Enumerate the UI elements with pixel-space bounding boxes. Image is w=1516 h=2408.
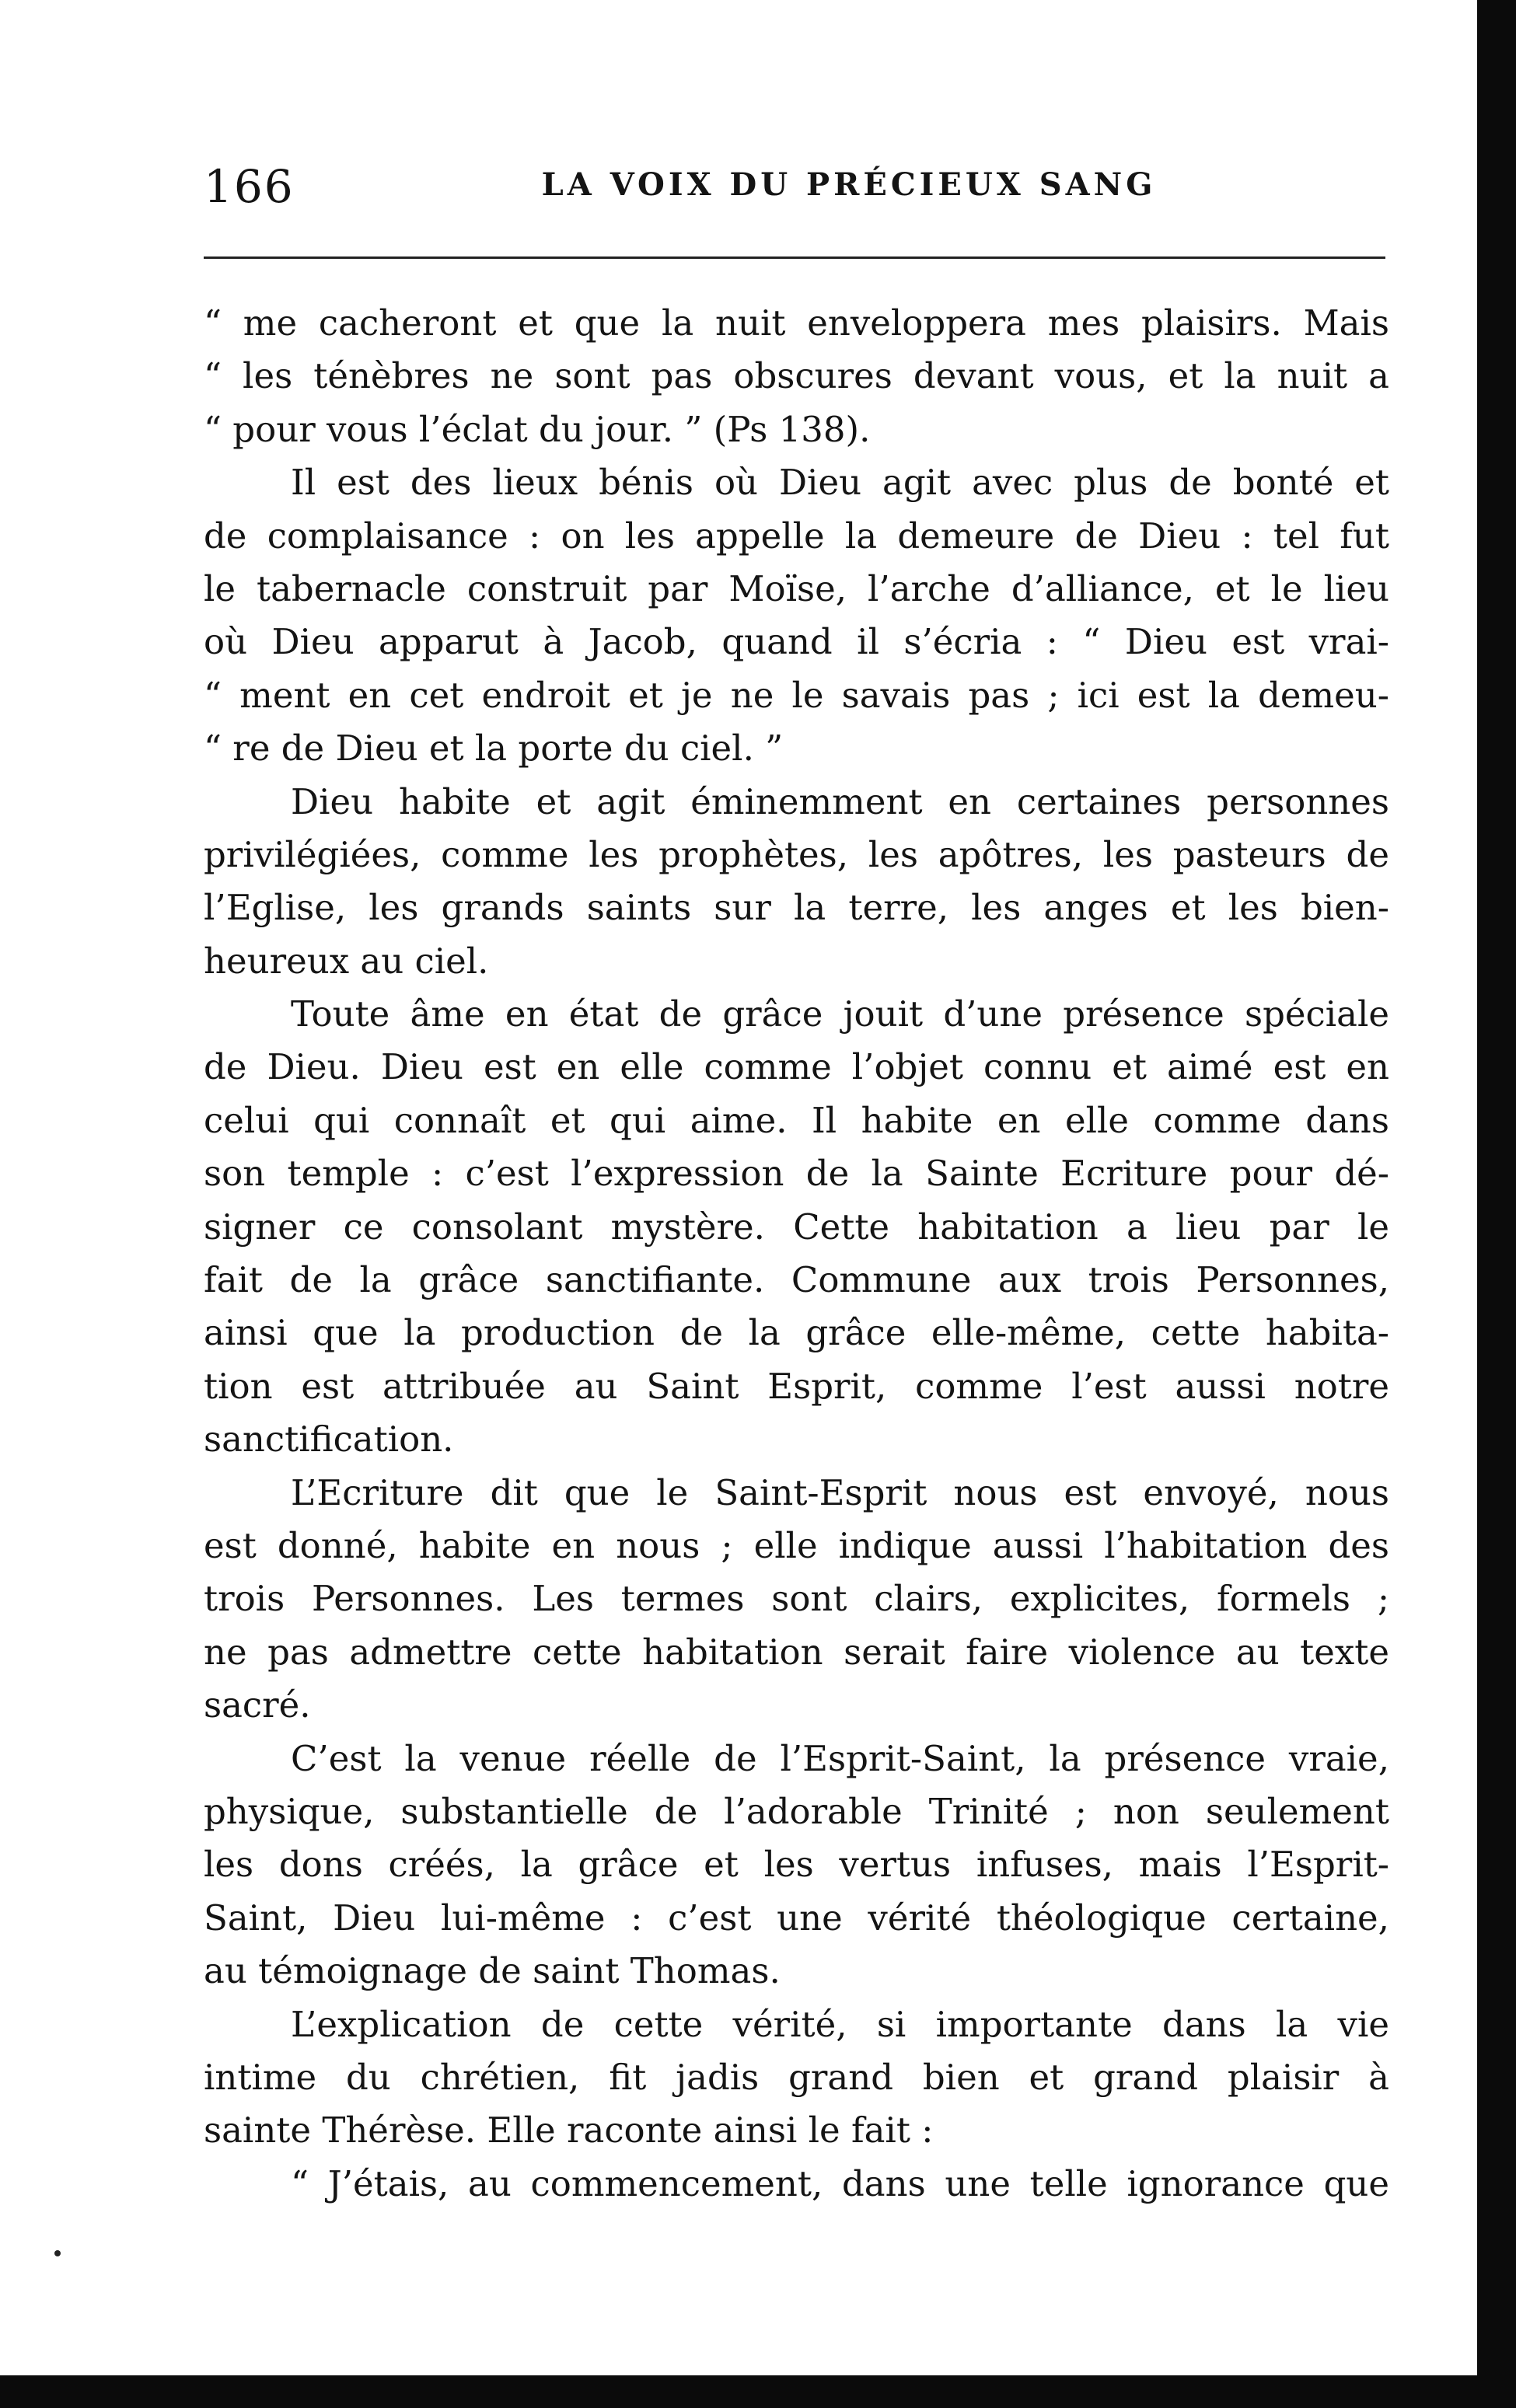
text-line: le tabernacle construit par Moïse, l’arche d’alliance, et le lieu bbox=[204, 567, 1389, 609]
text-line: fait de la grâce sanctifiante. Commune aux trois Personnes, bbox=[204, 1259, 1389, 1301]
page-number: 166 bbox=[204, 160, 295, 213]
text-line: Saint, Dieu lui-même : c’est une vérité théologique certaine, bbox=[204, 1897, 1389, 1939]
text-line: sanctification. bbox=[204, 1419, 454, 1461]
text-line: Il est des lieux bénis où Dieu agit avec plus de bonté et bbox=[291, 462, 1389, 504]
scan-border-right bbox=[1477, 0, 1516, 2378]
text-line: L’explication de cette vérité, si importante dans la vie bbox=[291, 2003, 1389, 2045]
text-line: physique, substantielle de l’adorable Trinité ; non seulement bbox=[204, 1790, 1389, 1832]
body-text bbox=[204, 297, 1389, 2211]
text-line: sainte Thérèse. Elle raconte ainsi le fait : bbox=[204, 2110, 934, 2151]
text-line: au témoignage de saint Thomas. bbox=[204, 1950, 781, 1992]
text-line: “ les ténèbres ne sont pas obscures devant vous, et la nuit a bbox=[204, 355, 1389, 397]
text-line: L’Ecriture dit que le Saint-Esprit nous est envoyé, nous bbox=[291, 1471, 1389, 1513]
text-line: “ pour vous l’éclat du jour. ” (Ps 138). bbox=[204, 408, 871, 450]
text-line: les dons créés, la grâce et les vertus infuses, mais l’Esprit- bbox=[204, 1844, 1389, 1886]
text-line: Dieu habite et agit éminemment en certaines personnes bbox=[291, 780, 1389, 822]
text-line: de Dieu. Dieu est en elle comme l’objet connu et aimé est en bbox=[204, 1046, 1389, 1088]
header-rule bbox=[204, 257, 1385, 259]
text-line: Toute âme en état de grâce jouit d’une présence spéciale bbox=[291, 993, 1389, 1035]
text-line: est donné, habite en nous ; elle indique aussi l’habitation des bbox=[204, 1524, 1389, 1566]
text-line: privilégiées, comme les prophètes, les apôtres, les pasteurs de bbox=[204, 833, 1389, 875]
text-line: signer ce consolant mystère. Cette habitation a lieu par le bbox=[204, 1206, 1389, 1248]
text-line: trois Personnes. Les termes sont clairs, explicites, formels ; bbox=[204, 1578, 1389, 1620]
text-line: “ me cacheront et que la nuit enveloppera mes plaisirs. Mais bbox=[204, 302, 1389, 344]
scan-speck bbox=[54, 2250, 61, 2256]
text-line: tion est attribuée au Saint Esprit, comme l’est aussi notre bbox=[204, 1365, 1389, 1407]
text-line: celui qui connaît et qui aime. Il habite en elle comme dans bbox=[204, 1099, 1389, 1141]
text-line: ainsi que la production de la grâce elle-même, cette habita- bbox=[204, 1312, 1389, 1354]
text-line: de complaisance : on les appelle la demeure de Dieu : tel fut bbox=[204, 515, 1389, 557]
text-line: C’est la venue réelle de l’Esprit-Saint, la présence vraie, bbox=[291, 1737, 1389, 1779]
scan-border-bottom bbox=[0, 2375, 1516, 2408]
text-line: “ J’étais, au commencement, dans une telle ignorance que bbox=[291, 2162, 1389, 2204]
text-line: intime du chrétien, fit jadis grand bien et grand plaisir à bbox=[204, 2056, 1389, 2098]
text-line: “ re de Dieu et la porte du ciel. ” bbox=[204, 728, 784, 770]
text-line: “ ment en cet endroit et je ne le savais pas ; ici est la demeu- bbox=[204, 674, 1389, 716]
text-line: heureux au ciel. bbox=[204, 940, 489, 982]
text-line: l’Eglise, les grands saints sur la terre, les anges et les bien- bbox=[204, 887, 1389, 929]
text-line: où Dieu apparut à Jacob, quand il s’écria : “ Dieu est vrai- bbox=[204, 621, 1389, 663]
running-title: LA VOIX DU PRÉCIEUX SANG bbox=[541, 166, 1157, 203]
text-line: sacré. bbox=[204, 1684, 311, 1726]
text-line: ne pas admettre cette habitation serait faire violence au texte bbox=[204, 1631, 1389, 1673]
page-header bbox=[204, 155, 1385, 218]
text-line: son temple : c’est l’expression de la Sainte Ecriture pour dé- bbox=[204, 1153, 1389, 1195]
